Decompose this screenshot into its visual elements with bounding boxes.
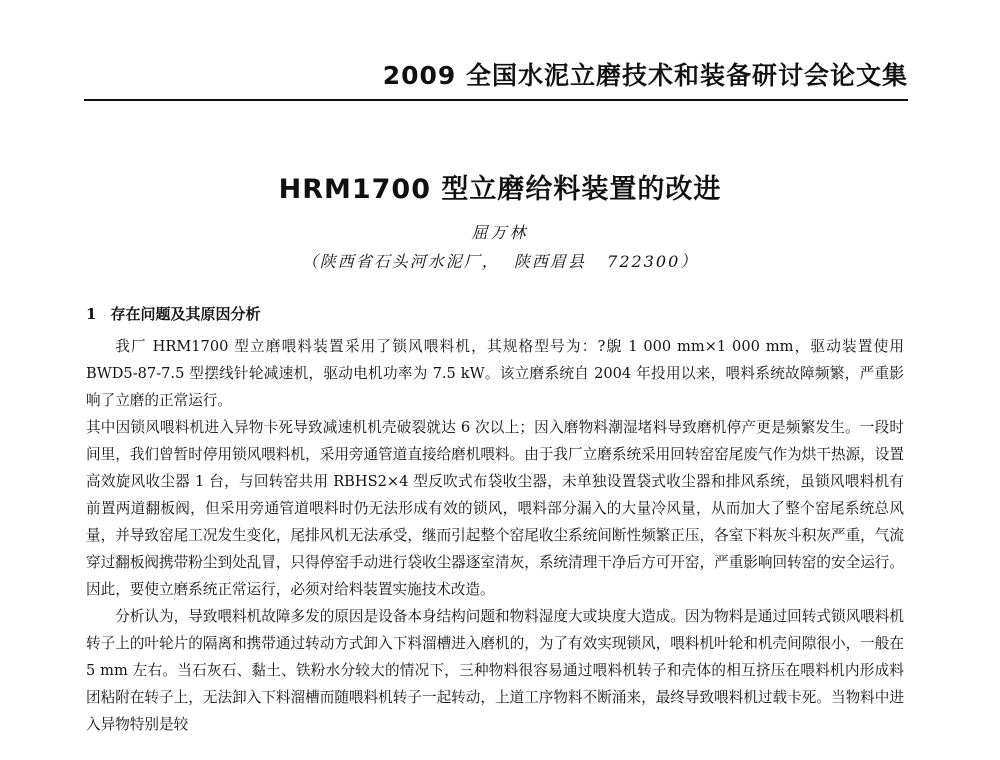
journal-header: 2009 全国水泥立磨技术和装备研讨会论文集 (382, 61, 908, 90)
section-heading (86, 303, 260, 325)
paper-affiliation: （陕西省石头河水泥厂， 陕西眉县 722300） (301, 252, 699, 271)
section-number: 1 (86, 305, 97, 323)
paper-author: 屈万林 (471, 223, 529, 242)
body-paragraph: 分析认为，导致喂料机故障多发的原因是设备本身结构问题和物料湿度大或块度大造成。因为物料是通过回转式锁风喂料机转子上的叶轮片的隔离和携带通过转动方式卸入下料溜槽进入磨机的，为了有效实现锁风，喂料机叶轮和机壳间隙很小，一般在 5 mm 左右。当石灰石、黏土、铁粉水分较大的情况下，三种物料很容易通过喂料机转子和壳体的相互挤压在喂料机内形成料团粘附在转子上，无法卸入下料溜槽而随喂料机转子一起转动，上道工序物料不断涌来，最终导致喂料机过载卡死。当物料中进入异物特别是较 (86, 608, 904, 733)
body-paragraph: 其中因锁风喂料机进入异物卡死导致减速机机壳破裂就达 6 次以上；因入磨物料潮湿堵料导致磨机停产更是频繁发生。一段时间里，我们曾暂时停用锁风喂料机，采用旁通管道直接给磨机喂料。由于我厂立磨系统采用回转窑窑尾废气作为烘干热源，设置高效旋风收尘器 1 台，与回转窑共用 RBHS2×4 型反吹式布袋收尘器，未单独设置袋式收尘器和排风系统，虽锁风喂料机有前置两道翻板阀，但采用旁通管道喂料时仍无法形成有效的锁风，喂料部分漏入的大量冷风量，从而加大了整个窑尾系统总风量，并导致窑尾工况发生变化，尾排风机无法承受，继而引起整个窑尾收尘系统间断性频繁正压，各室下料灰斗积灰严重，气流穿过翻板阀携带粉尘到处乱冒，只得停窑手动进行袋收尘器逐室清灰，系统清理干净后方可开窑，严重影响回转窑的安全运行。因此，要使立磨系统正常运行，必须对给料装置实施技术改造。 (86, 419, 904, 598)
section-title: 存在问题及其原因分析 (110, 305, 261, 323)
paper-title: HRM1700 型立磨给料装置的改进 (278, 174, 722, 205)
header-rule (84, 99, 908, 101)
section-body (86, 333, 904, 760)
body-paragraph: 我厂 HRM1700 型立磨喂料装置采用了锁风喂料机，其规格型号为：?鶃 1 000 mm×1 000 mm，驱动装置使用 BWD5-87-7.5 型摆线针轮减速机，驱动电机功率为 7.5 kW。该立磨系统自 2004 年投用以来，喂料系统故障频繁，严重影响了立磨的正常运行。 (86, 338, 904, 409)
